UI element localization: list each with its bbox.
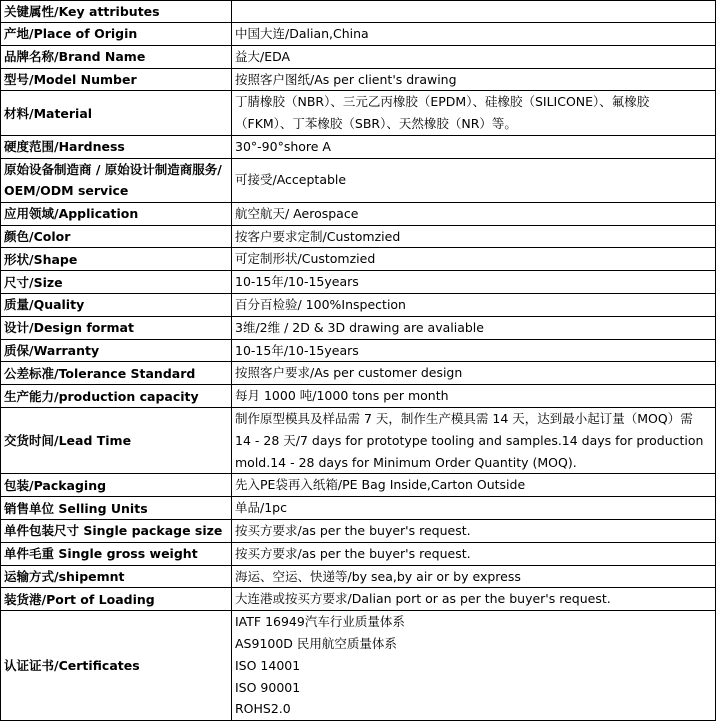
attribute-value (232, 497, 716, 520)
table-row (1, 565, 716, 588)
table-row (1, 158, 716, 202)
value-line: 丁腈橡胶（NBR）、三元乙丙橡胶（EPDM）、硅橡胶（SILICONE）、氟橡胶 (235, 94, 650, 110)
table-row (1, 1, 716, 23)
attribute-value (232, 91, 716, 136)
attribute-name: 材料/Material (1, 91, 232, 136)
attribute-name: 型号/Model Number (1, 68, 232, 91)
table-row (1, 225, 716, 248)
table-row (1, 68, 716, 91)
attribute-value (232, 611, 716, 721)
attribute-name: 原始设备制造商 / 原始设计制造商服务/ OEM/ODM service (1, 158, 232, 202)
value-line: 海运、空运、快递等/by sea,by air or by express (235, 568, 521, 584)
value-line: 航空航天/ Aerospace (235, 205, 359, 221)
table-row (1, 91, 716, 136)
value-line: ISO 14001 (235, 657, 301, 673)
attribute-value (232, 293, 716, 316)
attribute-value (232, 45, 716, 68)
attribute-name: 交货时间/Lead Time (1, 407, 232, 473)
attribute-value (232, 588, 716, 611)
attribute-value (232, 362, 716, 385)
attribute-name: 关键属性/Key attributes (1, 1, 232, 23)
value-line: 先入PE袋再入纸箱/PE Bag Inside,Carton Outside (235, 477, 526, 493)
attribute-value (232, 565, 716, 588)
value-line: 中国大连/Dalian,China (235, 26, 369, 41)
value-line: 可定制形状/Customzied (235, 251, 376, 267)
attribute-name: 品牌名称/Brand Name (1, 45, 232, 68)
value-line: 可接受/Acceptable (235, 172, 347, 188)
table-row (1, 385, 716, 408)
table-row (1, 135, 716, 158)
value-line: mold.14 - 28 days for Minimum Order Quantity (MOQ). (235, 454, 577, 470)
value-line: 单品/1pc (235, 500, 287, 516)
attribute-name: 认证证书/Certificates (1, 611, 232, 721)
value-line: ROHS2.0 (235, 701, 291, 717)
attribute-name: 生产能力/production capacity (1, 385, 232, 408)
table-row (1, 474, 716, 497)
table-row (1, 497, 716, 520)
value-line: 百分百检验/ 100%Inspection (235, 296, 406, 312)
table-row (1, 339, 716, 362)
attribute-name: 包装/Packaging (1, 474, 232, 497)
table-row (1, 271, 716, 294)
table-row (1, 542, 716, 565)
attribute-name: 单件毛重 Single gross weight (1, 542, 232, 565)
value-line: 制作原型模具及样品需 7 天，制作生产模具需 14 天，达到最小起订量（MOQ）需 (235, 410, 693, 426)
value-line: 每月 1000 吨/1000 tons per month (235, 388, 449, 404)
table-row (1, 202, 716, 225)
attribute-name: 硬度范围/Hardness (1, 135, 232, 158)
attribute-name: 颜色/Color (1, 225, 232, 248)
value-line: 30°-90°shore A (235, 138, 331, 154)
table-row (1, 316, 716, 339)
attribute-name: 装货港/Port of Loading (1, 588, 232, 611)
attribute-name: 质量/Quality (1, 293, 232, 316)
attribute-value (232, 202, 716, 225)
attribute-value (232, 474, 716, 497)
table-row (1, 611, 716, 721)
table-row (1, 45, 716, 68)
attribute-name: 运输方式/shipemnt (1, 565, 232, 588)
attribute-value (232, 23, 716, 46)
value-line: 按买方要求/as per the buyer's request. (235, 545, 471, 561)
value-line: 按买方要求/as per the buyer's request. (235, 522, 471, 538)
value-line: 按照客户图纸/As per client's drawing (235, 71, 457, 87)
value-line: 14 - 28 天/7 days for prototype tooling and samples.14 days for production (235, 432, 704, 448)
attribute-value (232, 68, 716, 91)
attribute-value (232, 135, 716, 158)
value-line: AS9100D 民用航空质量体系 (235, 635, 397, 651)
attribute-name: 公差标准/Tolerance Standard (1, 362, 232, 385)
attribute-name: 产地/Place of Origin (1, 23, 232, 46)
attribute-name: 质保/Warranty (1, 339, 232, 362)
attribute-value (232, 225, 716, 248)
table-row (1, 248, 716, 271)
attribute-value (232, 385, 716, 408)
table-row (1, 362, 716, 385)
attribute-name: 销售单位 Selling Units (1, 497, 232, 520)
attribute-value (232, 316, 716, 339)
attribute-name: 形状/Shape (1, 248, 232, 271)
value-line: 按客户要求定制/Customzied (235, 228, 401, 244)
table-body (1, 1, 716, 721)
attribute-value (232, 1, 716, 23)
value-line: （FKM）、丁苯橡胶（SBR）、天然橡胶（NR）等。 (235, 116, 517, 132)
attribute-value (232, 542, 716, 565)
table-row (1, 407, 716, 473)
table-row (1, 23, 716, 46)
table-row (1, 519, 716, 542)
value-line: 益大/EDA (235, 48, 291, 64)
attribute-value (232, 519, 716, 542)
value-line: IATF 16949汽车行业质量体系 (235, 614, 405, 630)
value-line: 10-15年/10-15years (235, 342, 359, 358)
table-row (1, 588, 716, 611)
attribute-name: 设计/Design format (1, 316, 232, 339)
attribute-value (232, 271, 716, 294)
attribute-name: 应用领域/Application (1, 202, 232, 225)
value-line: 10-15年/10-15years (235, 274, 359, 290)
attribute-name: 单件包装尺寸 Single package size (1, 519, 232, 542)
attribute-value (232, 407, 716, 473)
attribute-value (232, 339, 716, 362)
attribute-value (232, 158, 716, 202)
attribute-name: 尺寸/Size (1, 271, 232, 294)
value-line: 大连港或按买方要求/Dalian port or as per the buyer's request. (235, 591, 611, 607)
value-line: 3维/2维 / 2D & 3D drawing are avaliable (235, 319, 484, 335)
value-line: 按照客户要求/As per customer design (235, 365, 463, 381)
value-line: ISO 90001 (235, 679, 301, 695)
table-row (1, 293, 716, 316)
attribute-value (232, 248, 716, 271)
